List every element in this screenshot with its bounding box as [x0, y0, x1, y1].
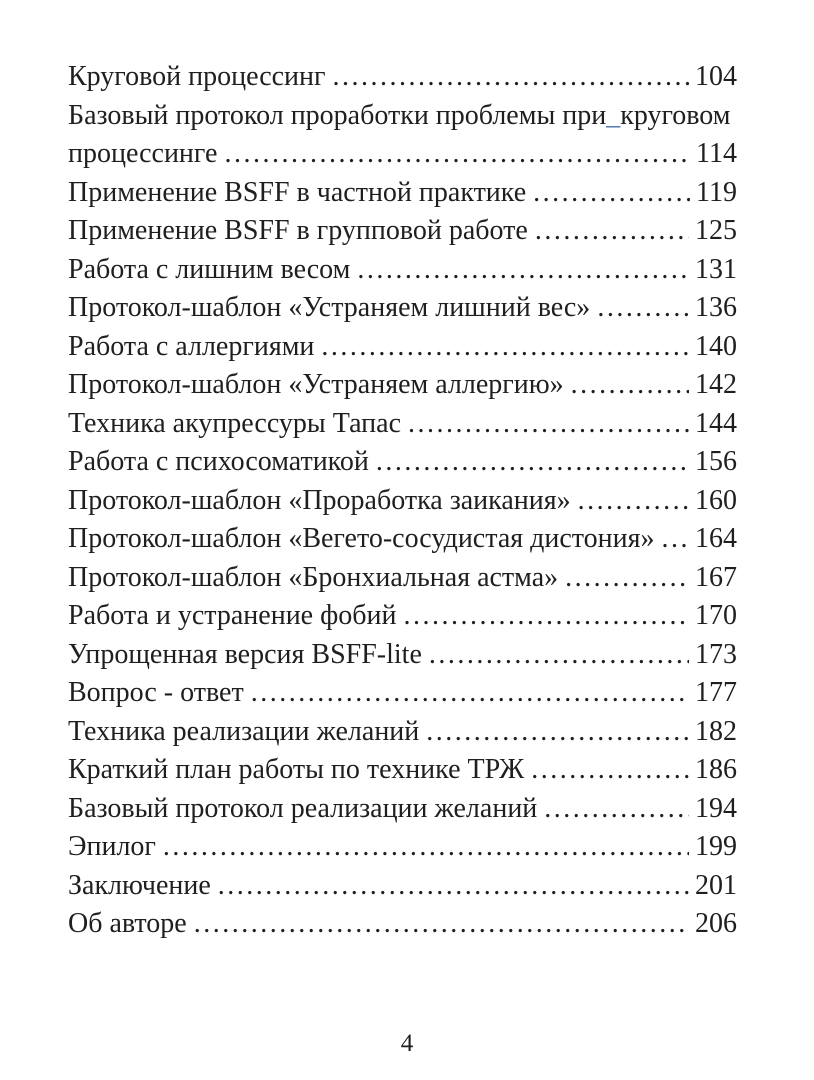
toc-entry-title: Об авторе	[68, 908, 187, 939]
toc-entry	[68, 174, 737, 213]
dot-leader	[333, 58, 689, 97]
toc-entry-page-number: 206	[695, 908, 737, 939]
toc-entry-page-number: 167	[695, 561, 737, 593]
toc-entry-title: Упрощенная версия BSFF-lite	[68, 638, 422, 670]
toc-entry-row	[68, 520, 737, 559]
toc-entry-row	[68, 366, 737, 405]
dot-leader	[531, 751, 689, 790]
toc-entry-row	[68, 559, 737, 598]
toc-entry-title: Краткий план работы по технике ТРЖ	[68, 754, 525, 785]
dot-leader	[163, 828, 689, 867]
toc-entry	[68, 674, 737, 713]
toc-entry-row	[68, 713, 737, 752]
toc-entry	[68, 867, 737, 906]
toc-entry-row	[68, 636, 737, 675]
toc-entry	[68, 212, 737, 251]
toc-entry-row	[68, 790, 737, 829]
dot-leader	[321, 328, 689, 367]
toc-entry	[68, 405, 737, 444]
toc-entry	[68, 751, 737, 790]
dot-leader	[357, 251, 689, 290]
toc-entry-page-number: 160	[695, 484, 737, 516]
dot-leader	[662, 520, 690, 559]
toc-entry-page-number: 140	[695, 330, 737, 362]
toc-entry	[68, 289, 737, 328]
dot-leader	[426, 713, 689, 752]
toc-entry-row	[68, 251, 737, 290]
toc-entry-page-number: 114	[696, 138, 737, 169]
toc-entry-page-number: 199	[695, 831, 737, 862]
toc-entry-page-number: 142	[695, 369, 737, 400]
toc-entry	[68, 97, 737, 174]
dot-leader	[533, 174, 690, 213]
toc-entry	[68, 482, 737, 521]
toc-entry-title: Применение BSFF в частной практике	[68, 176, 527, 208]
toc-entry	[68, 58, 737, 97]
toc-entry-row	[68, 135, 737, 174]
footer-page-number: 4	[400, 1030, 414, 1057]
toc-entry-title: Работа с лишним весом	[68, 253, 351, 285]
toc-entry-page-number: 182	[695, 715, 737, 747]
toc-entry-page-number: 164	[695, 523, 737, 554]
toc-entry-title: Применение BSFF в групповой работе	[68, 215, 528, 246]
toc-entry-title: Работа и устранение фобий	[68, 600, 397, 631]
toc-entry-title-line: Базовый протокол проработки проблемы при_круговом	[68, 99, 731, 131]
toc-entry-row	[68, 597, 737, 636]
toc-entry	[68, 636, 737, 675]
dot-leader	[535, 212, 689, 251]
dot-leader	[194, 905, 689, 944]
toc-entry-title: Протокол-шаблон «Бронхиальная астма»	[68, 561, 559, 593]
toc-entry-title: Заключение	[68, 869, 211, 901]
toc-entry-row	[68, 867, 737, 906]
toc-entry-page-number: 186	[695, 754, 737, 785]
toc-entry-page-number: 177	[695, 677, 737, 708]
toc-entry	[68, 520, 737, 559]
toc-entry-row	[68, 905, 737, 944]
toc-entry	[68, 713, 737, 752]
dot-leader	[408, 405, 689, 444]
toc-entry-row	[68, 751, 737, 790]
toc-entry	[68, 366, 737, 405]
dot-leader	[403, 597, 689, 636]
toc-entry	[68, 905, 737, 944]
toc-entry-row	[68, 289, 737, 328]
toc-entry-page-number: 125	[695, 215, 737, 246]
toc-entry-page-number: 194	[695, 792, 737, 824]
toc-entry-title: Эпилог	[68, 831, 156, 862]
toc-entry	[68, 251, 737, 290]
toc-entry	[68, 443, 737, 482]
toc-entry-row	[68, 405, 737, 444]
toc-entry-row	[68, 58, 737, 97]
toc-entry-page-number: 136	[695, 292, 737, 323]
toc-entry	[68, 328, 737, 367]
toc-entry	[68, 597, 737, 636]
toc-entry-row	[68, 174, 737, 213]
toc-entry-page-number: 170	[695, 600, 737, 631]
dot-leader	[565, 559, 689, 598]
dot-leader	[251, 674, 689, 713]
toc-entry-title: Протокол-шаблон «Устраняем лишний вес»	[68, 292, 591, 323]
dot-leader	[544, 790, 689, 829]
toc-entry-title: Вопрос - ответ	[68, 677, 244, 708]
toc-entry-row	[68, 674, 737, 713]
toc-entry-title: Работа с аллергиями	[68, 330, 315, 362]
toc-entry-page-number: 144	[695, 407, 737, 439]
dot-leader	[571, 366, 689, 405]
toc-entry-row	[68, 328, 737, 367]
dot-leader	[224, 135, 690, 174]
toc-entry-page-number: 173	[695, 638, 737, 670]
toc-entry-page-number: 104	[695, 61, 737, 92]
toc-entry	[68, 559, 737, 598]
toc-entry-page-number: 119	[696, 176, 737, 208]
toc-entry	[68, 790, 737, 829]
dot-leader	[218, 867, 689, 906]
dot-leader	[597, 289, 689, 328]
link-underscore: _	[606, 99, 621, 131]
table-of-contents	[68, 58, 737, 944]
dot-leader	[429, 636, 689, 675]
toc-entry-title: Протокол-шаблон «Вегето-сосудистая дистония»	[68, 523, 655, 554]
toc-entry	[68, 828, 737, 867]
dot-leader	[578, 482, 689, 521]
toc-entry-title: Протокол-шаблон «Проработка заикания»	[68, 484, 571, 516]
toc-entry-page-number: 156	[695, 446, 737, 477]
toc-entry-page-number: 131	[695, 253, 737, 285]
toc-entry-title: Техника реализации желаний	[68, 715, 420, 747]
toc-entry-title: Круговой процессинг	[68, 61, 326, 92]
toc-entry-row	[68, 482, 737, 521]
toc-entry-page-number: 201	[695, 869, 737, 901]
toc-entry-title: Техника акупрессуры Тапас	[68, 407, 402, 439]
toc-entry-row	[68, 828, 737, 867]
toc-entry-row	[68, 443, 737, 482]
toc-entry-title: Базовый протокол реализации желаний	[68, 792, 538, 824]
toc-entry-title: процессинге	[68, 138, 218, 169]
toc-entry-title: Работа с психосоматикой	[68, 446, 369, 477]
dot-leader	[376, 443, 689, 482]
toc-entry-row	[68, 212, 737, 251]
toc-entry-title: Протокол-шаблон «Устраняем аллергию»	[68, 369, 564, 400]
